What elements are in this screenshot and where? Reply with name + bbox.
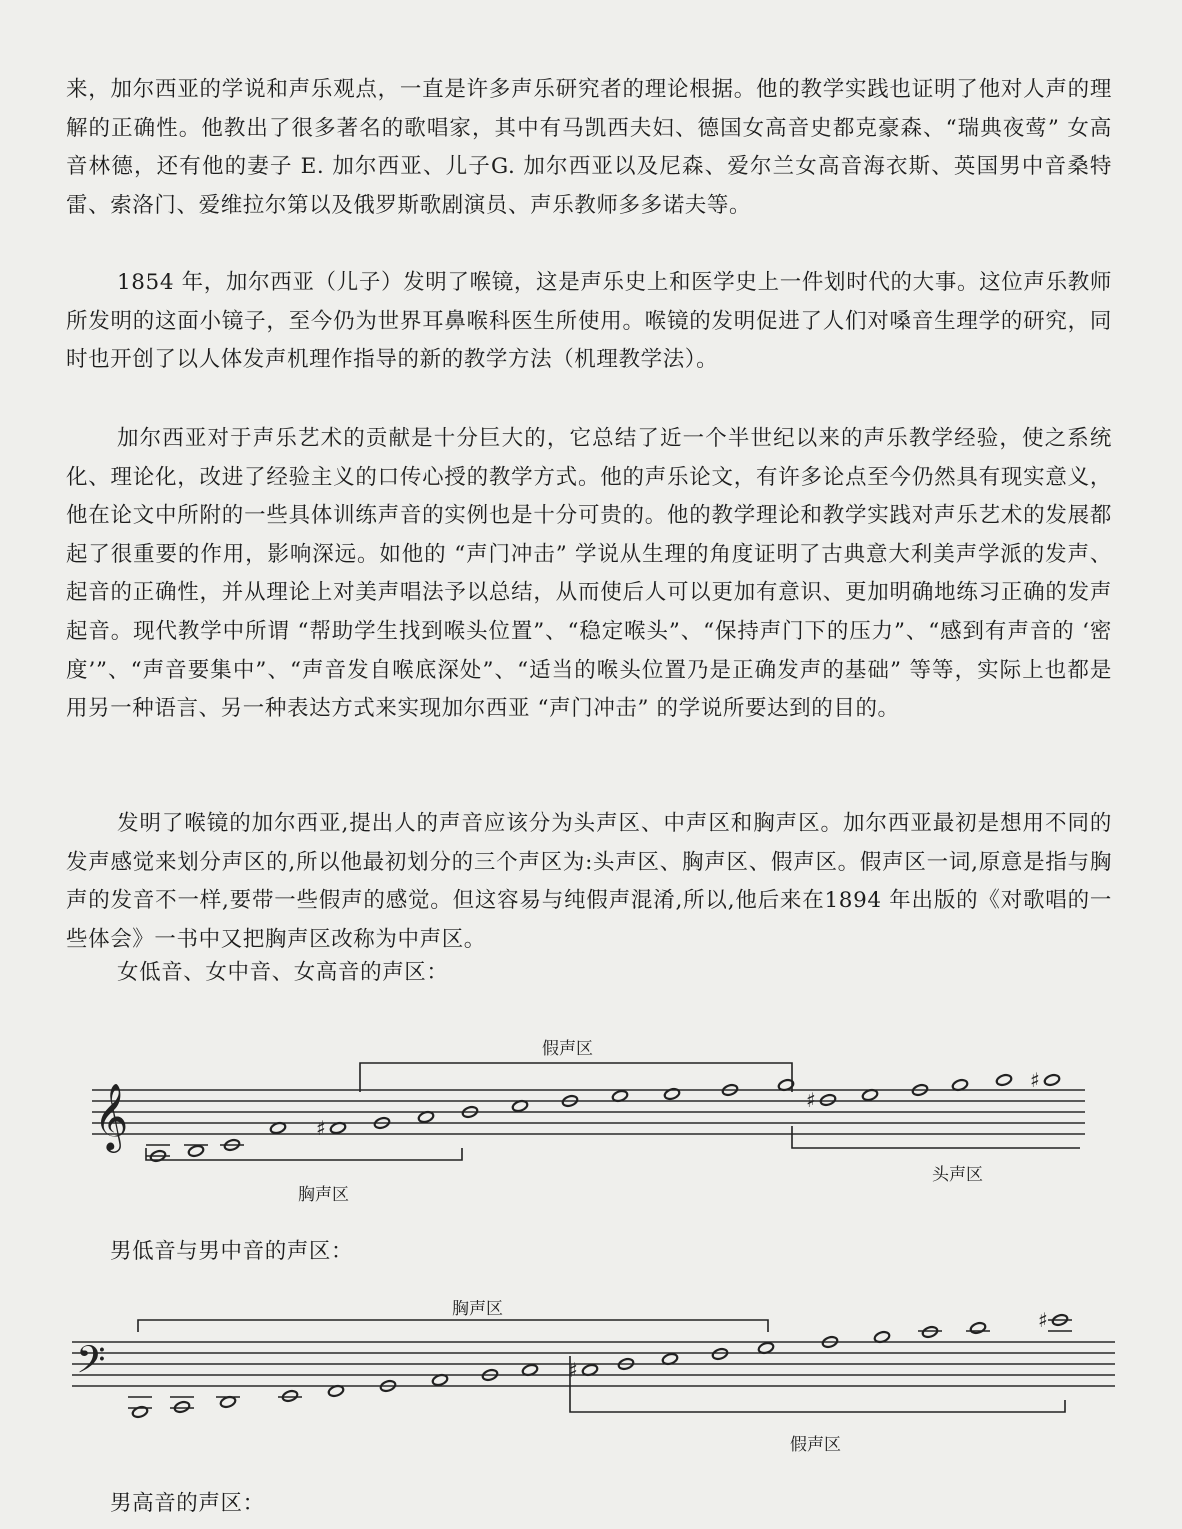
sharp-icon: ♯ (1038, 1308, 1048, 1332)
sharp-icon: ♯ (316, 1116, 326, 1140)
caption-male-low-registers: 男低音与男中音的声区： (110, 1239, 354, 1264)
paragraph-1: 来，加尔西亚的学说和声乐观点，一直是许多声乐研究者的理论根据。他的教学实践也证明了他对人声的理解的正确性。他教出了很多著名的歌唱家，其中有马凯西夫妇、德国女高音史都克豪森、“瑞典夜莺” 女高音林德，还有他的妻子 E. 加尔西亚、儿子G. 加尔西亚以及尼森、爱尔兰女高音海衣斯、英国男中音桑特雷、索洛门、爱维拉尔第以及俄罗斯歌剧演员、声乐教师多多诺夫等。 (66, 77, 1112, 218)
falsetto-label-2: 假声区 (790, 1435, 841, 1455)
paragraph-4: 发明了喉镜的加尔西亚,提出人的声音应该分为头声区、中声区和胸声区。加尔西亚最初是想用不同的发声感觉来划分声区的,所以他最初划分的三个声区为:头声区、胸声区、假声区。假声区一词,原意是指与胸声的发音不一样,要带一些假声的感觉。但这容易与纯假声混淆,所以,他后来在1894 年出版的《对歌唱的一些体会》一书中又把胸声区改称为中声区。 (66, 811, 1112, 952)
head-label: 头声区 (932, 1165, 983, 1185)
caption-tenor-registers: 男高音的声区： (110, 1491, 265, 1516)
female-register-staff (80, 1030, 1100, 1210)
whole-note (921, 1325, 938, 1338)
head-bracket (792, 1126, 1080, 1148)
whole-note (969, 1321, 986, 1334)
whole-note (711, 1347, 728, 1360)
male-register-staff (60, 1300, 1130, 1470)
whole-note (281, 1389, 298, 1402)
whole-note (995, 1073, 1012, 1086)
whole-note (187, 1144, 204, 1157)
chest-bracket (146, 1148, 462, 1160)
whole-note (173, 1400, 190, 1413)
sharp-icon: ♯ (806, 1088, 816, 1112)
whole-note (1043, 1073, 1060, 1086)
paragraph-3: 加尔西亚对于声乐艺术的贡献是十分巨大的，它总结了近一个半世纪以来的声乐教学经验，使之系统化、理论化，改进了经验主义的口传心授的教学方式。他的声乐论文，有许多论点至今仍然具有现实意义，他在论文中所附的一些具体训练声音的实例也是十分可贵的。他的教学理论和教学实践对声乐艺术的发展都起了很重要的作用，影响深远。如他的 “声门冲击” 学说从生理的角度证明了古典意大利美声学派的发声、起音的正确性，并从理论上对美声唱法予以总结，从而使后人可以更加有意识、更加明确地练习正确的发声起音。现代教学中所谓 “帮助学生找到喉头位置”、“稳定喉头”、“保持声门下的压力”、“感到有声音的 ‘密度’”、“声音要集中”、“声音发自喉底深处”、“适当的喉头位置乃是正确发声的基础” 等等，实际上也都是用另一种语言、另一种表达方式来实现加尔西亚 “声门冲击” 的学说所要达到的目的。 (66, 426, 1112, 722)
sharp-icon: ♯ (568, 1358, 578, 1382)
bass-clef-icon: 𝄢 (76, 1337, 106, 1391)
chest-label: 胸声区 (298, 1185, 349, 1205)
chest-label-2: 胸声区 (452, 1300, 503, 1319)
caption-female-registers: 女低音、女中音、女高音的声区： (117, 960, 449, 985)
sharp-icon: ♯ (1030, 1068, 1040, 1092)
treble-clef-icon: 𝄞 (94, 1082, 129, 1150)
whole-note (819, 1093, 836, 1106)
paragraph-2: 1854 年，加尔西亚（儿子）发明了喉镜，这是声乐史上和医学史上一件划时代的大事。这位声乐教师所发明的这面小镜子，至今仍为世界耳鼻喉科医生所使用。喉镜的发明促进了人们对嗓音生理学的研究，同时也开创了以人体发声机理作指导的新的教学方法（机理教学法）。 (66, 270, 1112, 373)
falsetto-bracket (360, 1063, 792, 1092)
chest-bracket-2 (138, 1320, 768, 1332)
falsetto-label: 假声区 (542, 1039, 593, 1059)
